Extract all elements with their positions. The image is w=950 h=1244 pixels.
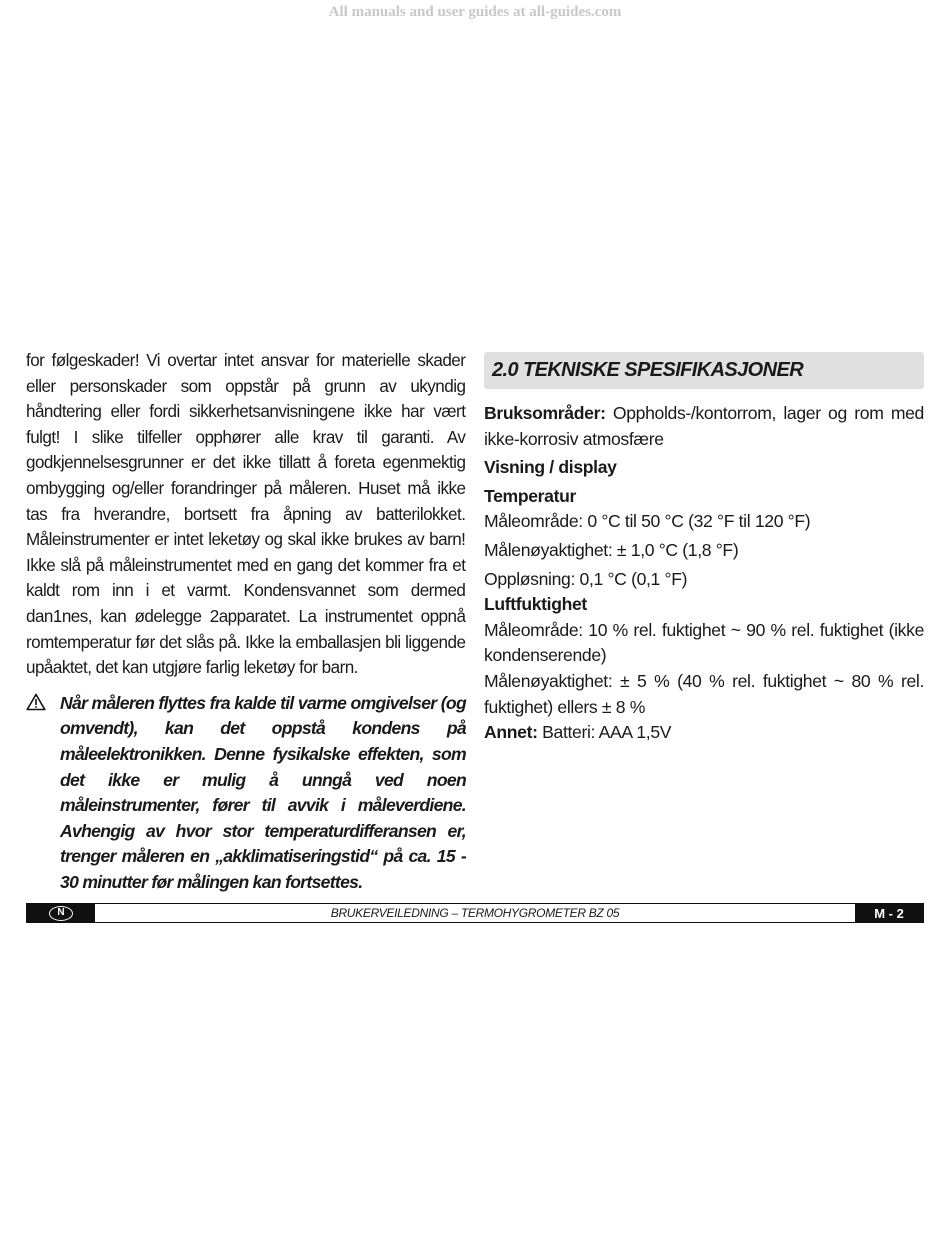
- humidity-range: Måleområde: 10 % rel. fuktighet ~ 90 % rel. fuktighet (ikke kondenserende): [484, 619, 924, 666]
- humidity-accuracy: Målenøyaktighet: ± 5 % (40 % rel. fuktighet ~ 80 % rel. fuktighet) ellers ± 8 %: [484, 670, 924, 717]
- footer-country-block: [27, 904, 95, 922]
- temp-range: Måleområde: 0 °C til 50 °C (32 °F til 120 °F): [484, 511, 811, 532]
- temp-accuracy: Målenøyaktighet: ± 1,0 °C (1,8 °F): [484, 539, 739, 560]
- warning-triangle-icon: [26, 691, 60, 896]
- right-column: [484, 352, 924, 746]
- section-heading: 2.0 TEKNISKE SPESIFIKASJONER: [484, 352, 924, 389]
- usage-label: Bruksområder:: [484, 403, 606, 423]
- usage-spec: [484, 401, 924, 452]
- watermark: All manuals and user guides at all-guides.com: [328, 4, 622, 20]
- page-footer: [26, 903, 924, 923]
- display-heading: Visning / display: [484, 457, 617, 478]
- safety-paragraph: for følgeskader! Vi overtar intet ansvar for materielle skader eller personskader som oppstår på grunn av ukyndig håndtering eller fordi sikkerhetsanvisningene ikke har vært fulgt! I slike tilfeller opphører alle krav til garanti. Av godkjennelsesgrunner er det ikke tillatt å foreta egenmektig ombygging og/eller forandringer på måleren. Huset må ikke tas fra hverandre, bortsett fra åpning av batterilokket. Måleinstrumenter er intet leketøy og skal ikke brukes av barn! Ikke slå på måleinstrumentet med en gang det kommer fra et kaldt rom inn i et varmt. Kondensvannet som dermed dan1nes, kan ødelegge 2apparatet. La instrumentet oppnå romtemperatur før det slås på. Ikke la emballasjen bli liggende upåaktet, det kan utgjøre farlig leketøy for barn.: [26, 350, 466, 678]
- other-label: Annet:: [484, 722, 538, 743]
- temp-resolution: Oppløsning: 0,1 °C (0,1 °F): [484, 568, 688, 589]
- footer-title: BRUKERVEILEDNING – TERMOHYGROMETER BZ 05: [330, 906, 620, 920]
- condensation-warning: [26, 691, 466, 896]
- other-spec: [484, 720, 924, 746]
- temperature-heading: Temperatur: [484, 485, 576, 506]
- page-number: M - 2: [855, 904, 923, 922]
- warning-text: Når måleren flyttes fra kalde til varme omgivelser (og omvendt), kan det oppstå kondens på måleelektronikken. Denne fysikalske effekten, som det ikke er mulig å unngå ved noen måleinstrumenter, fører til avvik i måleverdiene. Avhengig av hvor stor temperaturdifferansen er, trenger måleren en „akklimatiseringstid“ på ca. 15 - 30 minutter før målingen kan fortsettes.: [60, 692, 466, 892]
- country-badge: N: [49, 906, 73, 921]
- humidity-heading: Luftfuktighet: [484, 594, 587, 615]
- other-value: Batteri: AAA 1,5V: [537, 722, 672, 743]
- left-column: [26, 348, 466, 895]
- usage-value: Oppholds-/kontorrom, lager og rom med ikke-korrosiv atmosfære: [484, 403, 924, 449]
